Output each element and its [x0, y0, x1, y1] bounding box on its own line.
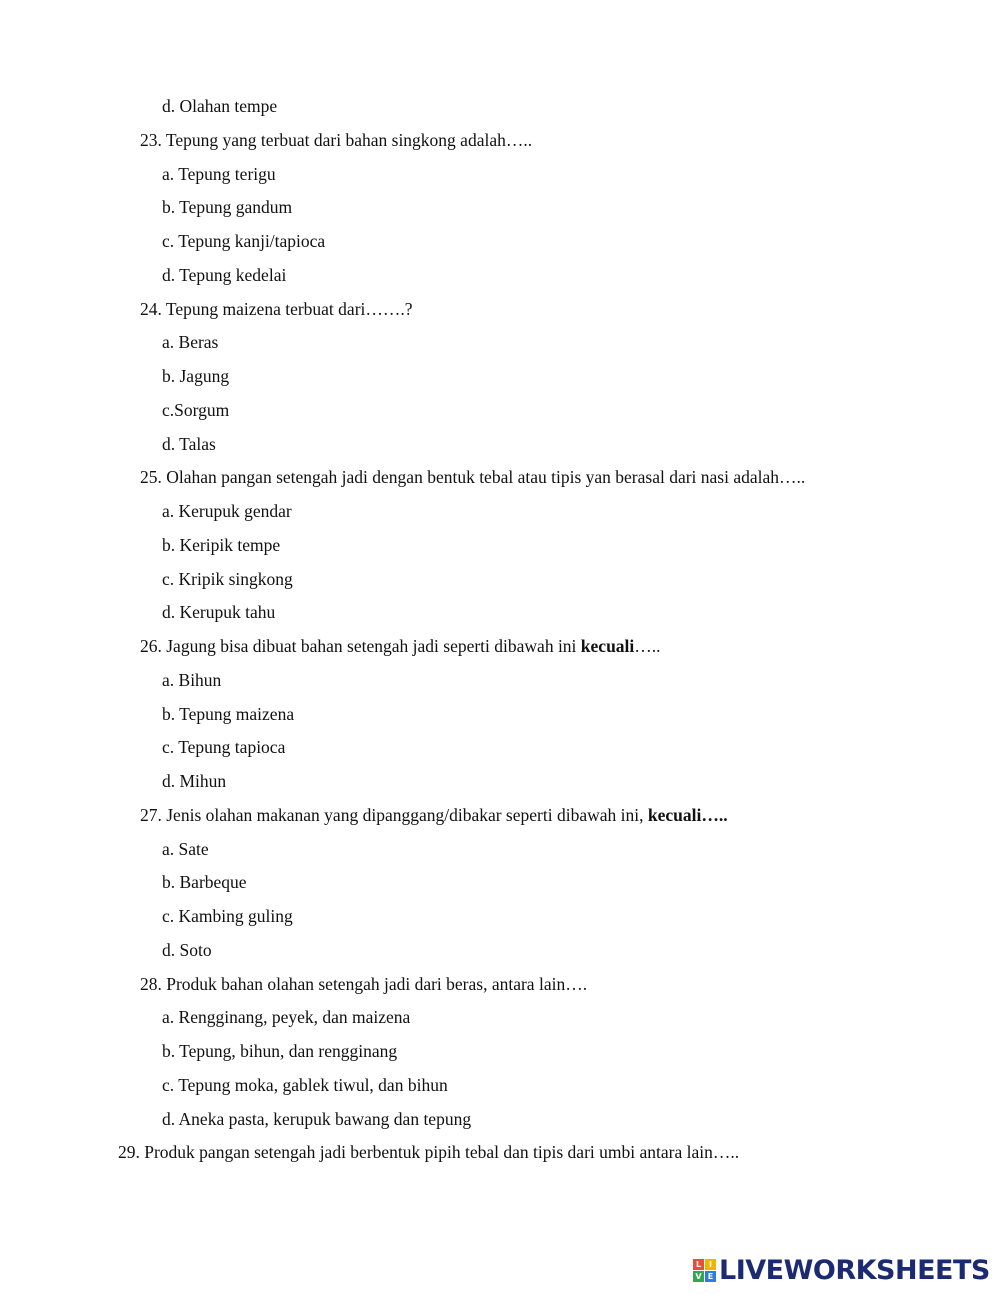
line-text: 28. Produk bahan olahan setengah jadi dari beras, antara lain…. — [140, 974, 588, 994]
answer-option — [162, 838, 209, 860]
answer-option — [162, 534, 280, 556]
line-text: 27. Jenis olahan makanan yang dipanggang/dibakar seperti dibawah ini, — [140, 805, 648, 825]
answer-option — [162, 669, 221, 691]
line-text: d. Aneka pasta, kerupuk bawang dan tepung — [162, 1109, 472, 1129]
question-text — [118, 1141, 739, 1163]
line-text: 29. Produk pangan setengah jadi berbentuk pipih tebal dan tipis dari umbi antara lain….. — [118, 1142, 740, 1162]
question-text — [140, 804, 728, 826]
logo-letter: V — [693, 1271, 704, 1282]
answer-option — [162, 230, 325, 252]
line-text: d. Tepung kedelai — [162, 265, 287, 285]
answer-option — [162, 568, 293, 590]
line-text: b. Tepung gandum — [162, 197, 293, 217]
line-text: a. Beras — [162, 332, 219, 352]
line-text: b. Tepung, bihun, dan rengginang — [162, 1041, 398, 1061]
liveworksheets-logo — [693, 1254, 990, 1286]
line-text: 23. Tepung yang terbuat dari bahan singkong adalah….. — [140, 130, 533, 150]
answer-option — [162, 1006, 410, 1028]
line-text: 25. Olahan pangan setengah jadi dengan bentuk tebal atau tipis yan berasal dari nasi adalah….. — [140, 467, 806, 487]
answer-option — [162, 770, 226, 792]
answer-option — [162, 331, 218, 353]
answer-option — [162, 399, 229, 421]
line-text: a. Tepung terigu — [162, 164, 276, 184]
line-text: b. Jagung — [162, 366, 230, 386]
line-suffix: ….. — [634, 636, 661, 656]
line-text: a. Rengginang, peyek, dan maizena — [162, 1007, 411, 1027]
answer-option — [162, 601, 275, 623]
question-text — [140, 298, 413, 320]
line-text: c. Kambing guling — [162, 906, 293, 926]
logo-grid-icon — [693, 1259, 716, 1282]
line-text: b. Keripik tempe — [162, 535, 281, 555]
line-text: a. Bihun — [162, 670, 222, 690]
line-text: b. Barbeque — [162, 872, 247, 892]
line-text: d. Mihun — [162, 771, 227, 791]
answer-option — [162, 905, 293, 927]
line-text: a. Sate — [162, 839, 209, 859]
line-text: a. Kerupuk gendar — [162, 501, 292, 521]
line-text: d. Talas — [162, 434, 216, 454]
answer-option — [162, 1074, 448, 1096]
line-text: d. Olahan tempe — [162, 96, 278, 116]
line-text: c. Tepung tapioca — [162, 737, 286, 757]
question-text — [140, 466, 805, 488]
line-text: c. Tepung kanji/tapioca — [162, 231, 326, 251]
emphasis-text: kecuali — [580, 636, 635, 656]
line-text: c.Sorgum — [162, 400, 230, 420]
answer-option — [162, 264, 286, 286]
line-text: d. Kerupuk tahu — [162, 602, 276, 622]
question-text — [140, 635, 661, 657]
answer-option — [162, 163, 276, 185]
answer-option — [162, 95, 277, 117]
answer-option — [162, 1108, 471, 1130]
question-text — [140, 129, 532, 151]
logo-letter: L — [693, 1259, 704, 1270]
answer-option — [162, 433, 216, 455]
question-text — [140, 973, 587, 995]
line-text: 24. Tepung maizena terbuat dari…….? — [140, 299, 413, 319]
answer-option — [162, 500, 292, 522]
logo-letter: E — [705, 1271, 716, 1282]
line-text: d. Soto — [162, 940, 212, 960]
answer-option — [162, 365, 229, 387]
answer-option — [162, 736, 285, 758]
line-text: 26. Jagung bisa dibuat bahan setengah jadi seperti dibawah ini — [140, 636, 581, 656]
emphasis-text: kecuali….. — [647, 805, 728, 825]
answer-option — [162, 939, 212, 961]
answer-option — [162, 196, 292, 218]
answer-option — [162, 871, 247, 893]
line-text: c. Tepung moka, gablek tiwul, dan bihun — [162, 1075, 448, 1095]
answer-option — [162, 703, 294, 725]
logo-letter: I — [705, 1259, 716, 1270]
answer-option — [162, 1040, 397, 1062]
logo-text: LIVEWORKSHEETS — [719, 1254, 990, 1286]
line-text: c. Kripik singkong — [162, 569, 293, 589]
line-text: b. Tepung maizena — [162, 704, 295, 724]
